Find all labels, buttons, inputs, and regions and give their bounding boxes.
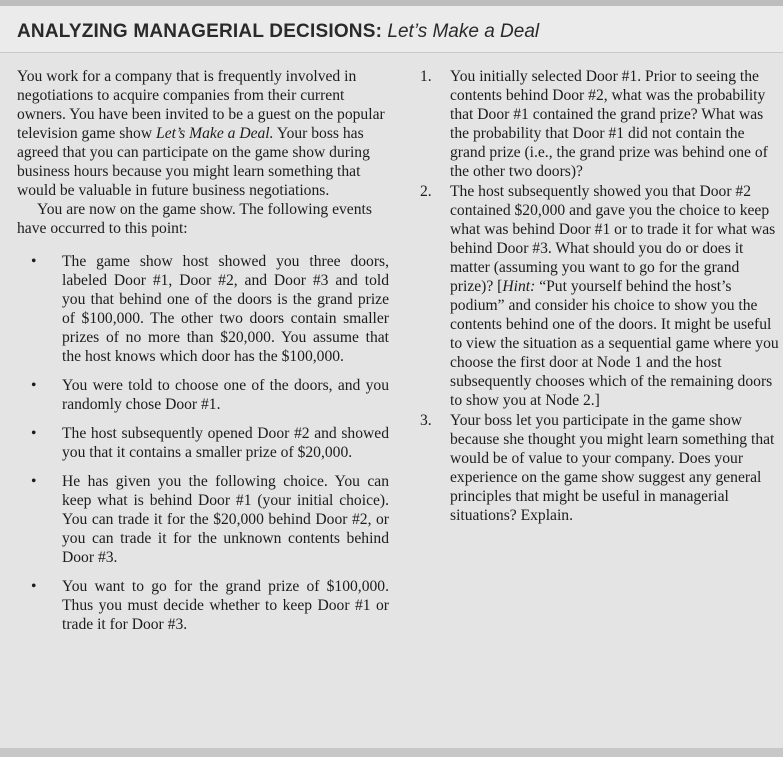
bullet-icon: • [31,578,37,595]
list-item: • The game show host showed you three doors, labeled Door #1, Door #2, and Door #3 and told you that behind one of the doors is the grand prize of $100,000. The other two doors contain smaller prizes of no more than $20,000. You assume that the host knows which door has the $100,000. [31,253,389,365]
show-title: Let’s Make a Deal. [156,125,274,142]
bullet-icon: • [31,253,37,270]
questions-list [420,67,780,525]
question-number: 1. [420,68,432,85]
intro-paragraph-1: You work for a company that is frequently involved in negotiations to acquire companies from their current owners. You have been invited to be a guest on the popular television game show Let’s Make a Deal. Your boss has agreed that you can participate on the game show during business hours because you might learn something that would be valuable in future business negotiations. [17,68,385,199]
question-number: 2. [420,183,432,200]
section-title-subtitle: Let’s Make a Deal [387,21,540,42]
list-item: • He has given you the following choice. You can keep what is behind Door #1 (your initial choice). You can trade it for the $20,000 behind Door #2, or you can trade it for the unknown contents behind Door #3. [31,473,389,566]
bullet-icon: • [31,473,37,490]
left-column [17,67,389,644]
section-header [0,6,783,53]
list-item: • You were told to choose one of the doors, and you randomly chose Door #1. [31,377,389,413]
question-2: 2. The host subsequently showed you that Door #2 contained $20,000 and gave you the choice to keep what was behind Door #1 or to trade it for what was behind Door #3. What should you do or does it matter (assuming you want to go for the grand prize)? [Hint: “Put yourself behind the host’s podium” and consider his choice to show you the contents behind one of the doors. It might be useful to view the situation as a sequential game where you choose the first door at Node 1 and the host subsequently chooses which of the remaining doors to show you at Node 2.] [420,183,779,409]
section-title [17,21,539,43]
question-1: 1. You initially selected Door #1. Prior to seeing the contents behind Door #2, what was the probability that Door #1 contained the grand prize? What was the probability that Door #1 did not contain the grand prize (i.e., the grand prize was behind one of the other two doors)? [420,68,768,180]
bottom-rule [0,748,783,757]
events-list [17,252,389,634]
right-column [420,67,780,526]
list-item: • The host subsequently opened Door #2 and showed you that it contains a smaller prize of $20,000. [31,425,389,461]
question-number: 3. [420,412,432,429]
bullet-icon: • [31,425,37,442]
intro-paragraph-2: You are now on the game show. The following events have occurred to this point: [17,201,372,237]
section-title-lead: ANALYZING MANAGERIAL DECISIONS: [17,21,383,42]
bullet-icon: • [31,377,37,394]
list-item: • You want to go for the grand prize of $100,000. Thus you must decide whether to keep Door #1 or trade it for Door #3. [31,578,389,633]
question-3: 3. Your boss let you participate in the game show because she thought you might learn something that would be of value to your company. Does your experience on the game show suggest any general principles that might be useful in managerial situations? Explain. [420,412,775,524]
hint-label: Hint: [502,278,536,295]
